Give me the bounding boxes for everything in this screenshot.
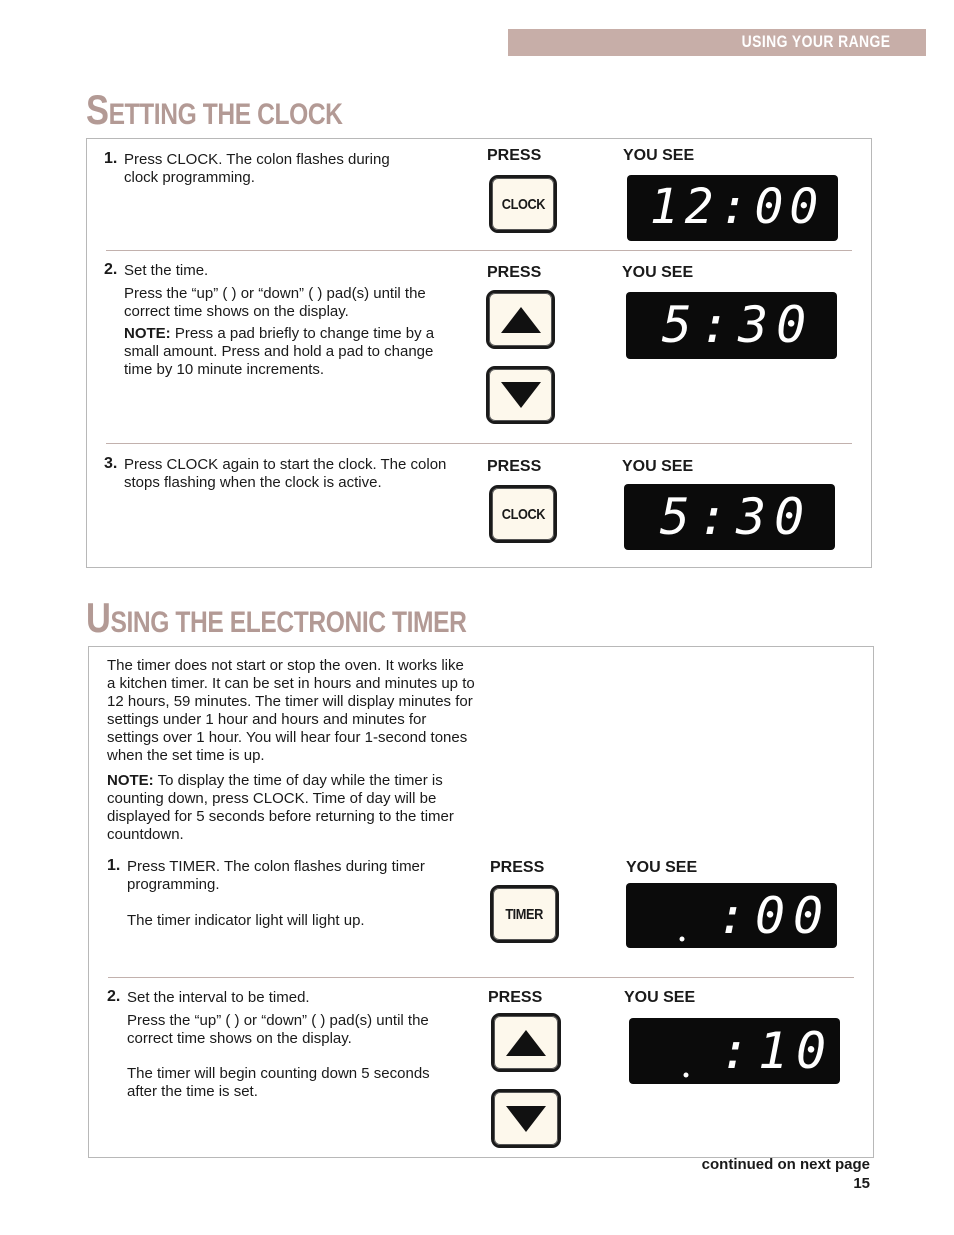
timer-section-title: USING THE ELECTRONIC TIMER <box>86 594 467 641</box>
step-detail: Press the “up” ( ) or “down” ( ) pad(s) until the correct time shows on the display. <box>124 285 426 320</box>
display-text: 5:30 <box>659 488 813 546</box>
display-digits <box>626 292 837 359</box>
section-header-bar <box>508 29 926 56</box>
clock-pad-button[interactable]: CLOCK <box>489 175 557 233</box>
display-digits <box>627 175 838 241</box>
section-header-label: USING YOUR RANGE <box>741 32 890 51</box>
step-number: 2. <box>107 988 121 1005</box>
step-text: Press CLOCK. The colon flashes during clock programming. <box>124 151 390 186</box>
timer-pad-button[interactable]: TIMER <box>490 885 559 943</box>
timer-indicator-icon <box>684 1073 689 1078</box>
display-digits <box>624 484 835 550</box>
timer-indicator-icon <box>680 937 685 942</box>
step-text: Set the interval to be timed. <box>127 989 310 1006</box>
display-readout <box>627 175 838 241</box>
display-readout <box>624 484 835 550</box>
up-pad-button[interactable] <box>486 290 555 349</box>
step-number: 2. <box>104 261 118 278</box>
display-readout <box>626 883 837 948</box>
clock-pad-button[interactable]: CLOCK <box>489 485 557 543</box>
page-number: 15 <box>853 1175 870 1192</box>
display-text: :10 <box>719 1022 835 1080</box>
step-number: 3. <box>104 455 118 472</box>
press-label: PRESS <box>488 989 543 1006</box>
display-digits <box>626 883 837 948</box>
timer-note: NOTE: To display the time of day while the timer is counting down, press CLOCK. Time of day will be displayed for 5 seconds before returning to the timer countdown. <box>107 772 454 843</box>
step-detail: The timer will begin counting down 5 seconds after the time is set. <box>127 1065 430 1100</box>
up-arrow-icon <box>501 307 541 333</box>
press-label: PRESS <box>487 458 542 475</box>
display-digits <box>629 1018 840 1084</box>
step-number: 1. <box>104 150 118 167</box>
display-readout <box>629 1018 840 1084</box>
press-label: PRESS <box>487 147 542 164</box>
step-text: Press TIMER. The colon flashes during timer programming. <box>127 858 425 893</box>
continued-note: continued on next page <box>701 1156 870 1173</box>
down-pad-button[interactable] <box>486 366 555 424</box>
press-label: PRESS <box>490 859 545 876</box>
clock-section-title: SETTING THE CLOCK <box>86 86 343 133</box>
step-note: NOTE: Press a pad briefly to change time by a small amount. Press and hold a pad to change time by 10 minute increments. <box>124 325 435 378</box>
down-pad-button[interactable] <box>491 1089 561 1148</box>
step-detail: Press the “up” ( ) or “down” ( ) pad(s) until the correct time shows on the display. <box>127 1012 429 1047</box>
timer-intro: The timer does not start or stop the oven. It works like a kitchen timer. It can be set in hours and minutes up to 12 hours, 59 minutes. The timer will display minutes for settings under 1 hour and hours and minutes for settings over 1 hour. You will hear four 1-second tones when the set time is up. <box>107 657 475 764</box>
step-number: 1. <box>107 857 121 874</box>
display-text: 12:00 <box>649 179 825 235</box>
you-see-label: YOU SEE <box>622 264 694 281</box>
step-divider <box>106 443 852 444</box>
step-divider <box>108 977 854 978</box>
display-readout <box>626 292 837 359</box>
display-text: 5:30 <box>661 296 815 354</box>
step-text: Press CLOCK again to start the clock. The colon stops flashing when the clock is active. <box>124 456 447 491</box>
press-label: PRESS <box>487 264 542 281</box>
you-see-label: YOU SEE <box>623 147 695 164</box>
you-see-label: YOU SEE <box>626 859 698 876</box>
step-text: Set the time. <box>124 262 209 279</box>
you-see-label: YOU SEE <box>624 989 696 1006</box>
down-arrow-icon <box>506 1106 546 1132</box>
you-see-label: YOU SEE <box>622 458 694 475</box>
up-arrow-icon <box>506 1030 546 1056</box>
display-text: :00 <box>716 887 832 945</box>
up-pad-button[interactable] <box>491 1013 561 1072</box>
step-divider <box>106 250 852 251</box>
step-detail: The timer indicator light will light up. <box>127 912 365 929</box>
down-arrow-icon <box>501 382 541 408</box>
